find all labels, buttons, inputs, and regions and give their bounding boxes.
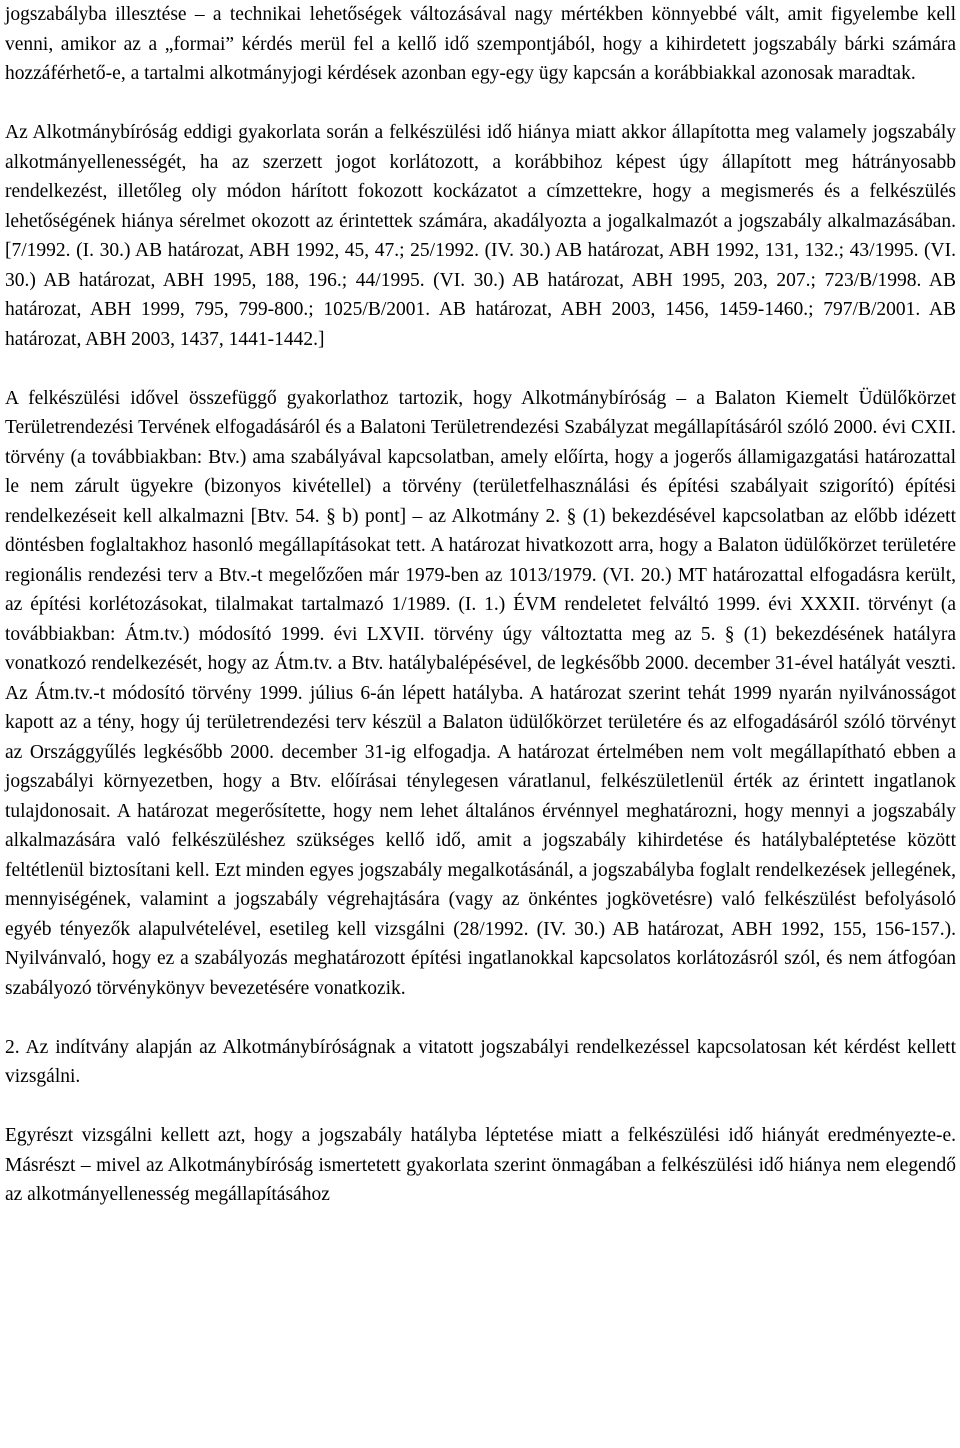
paragraph-spacer — [5, 1092, 956, 1122]
paragraph-spacer — [5, 1003, 956, 1033]
paragraph-continuation: jogszabályba illesztése – a technikai lehetőségek változásával nagy mértékben könnyebbé vált, amit figyelembe kell venni, amikor az a „formai” kérdés merül fel a kellő idő szempontjából, hogy a kihirdetett jogszabály bárki számára hozzáférhető-e, a tartalmi alkotmányjogi kérdések azonban egy-egy ügy kapcsán a korábbiakkal azonosak maradtak. — [5, 4, 956, 84]
paragraph-questions: Egyrészt vizsgálni kellett azt, hogy a jogszabály hatályba léptetése miatt a felkészülési idő hiányát eredményezte-e. Másrészt – mivel az Alkotmánybíróság ismertetett gyakorlata szerint önmagában a felkészülési idő hiánya nem elegendő az alkotmányellenesség megállapításához — [5, 1125, 956, 1205]
paragraph-precedents: Az Alkotmánybíróság eddigi gyakorlata során a felkészülési idő hiánya miatt akkor állapította meg valamely jogszabály alkotmányellenességét, ha az szerzett jogot korlátozott, a korábbihoz képest úgy állapított meg hátrányosabb rendelkezést, illetőleg oly módon hárított fokozott kockázatot a címzettekre, hogy a megismerés és a felkészülés lehetőségének hiánya sérelmet okozott az érintettek számára, akadályozta a jogalkalmazót a jogszabály alkalmazásában. [7/1992. (I. 30.) AB határozat, ABH 1992, 45, 47.; 25/1992. (IV. 30.) AB határozat, ABH 1992, 131, 132.; 43/1995. (VI. 30.) AB határozat, ABH 1995, 188, 196.; 44/1995. (VI. 30.) AB határozat, ABH 1995, 203, 207.; 723/B/1998. AB határozat, ABH 1999, 795, 799-800.; 1025/B/2001. AB határozat, ABH 2003, 1456, 1459-1460.; 797/B/2001. AB határozat, ABH 2003, 1437, 1441-1442.] — [5, 122, 956, 350]
paragraph-section-2: 2. Az indítvány alapján az Alkotmánybíróságnak a vitatott jogszabályi rendelkezéssel kapcsolatosan két kérdést kellett vizsgálni. — [5, 1036, 956, 1087]
document-page — [5, 0, 956, 1210]
paragraph-spacer — [5, 89, 956, 119]
paragraph-balaton-case: A felkészülési idővel összefüggő gyakorlathoz tartozik, hogy Alkotmánybíróság – a Balaton Kiemelt Üdülőkörzet Területrendezési Tervének elfogadásáról és a Balatoni Területrendezési Szabályzat megállapításáról szóló 2000. évi CXII. törvény (a továbbiakban: Btv.) ama szabályával kapcsolatban, amely előírta, hogy a jogerős államigazgatási határozattal le nem zárult ügyekre (bizonyos kivétellel) a törvény (területfelhasználási és építési szabályait szigorító) építési rendelkezéseit kell alkalmazni [Btv. 54. § b) pont] – az Alkotmány 2. § (1) bekezdésével kapcsolatban az előbb idézett döntésben foglaltakhoz hasonló megállapításokat tett. A határozat hivatkozott arra, hogy a Balaton üdülőkörzet területére regionális rendezési terv a Btv.-t megelőzően már 1979-ben az 1013/1979. (VI. 20.) MT határozattal elfogadásra került, az építési korlétozásokat, tilalmakat tartalmazó 1/1989. (I. 1.) ÉVM rendeletet felváltó 1999. évi XXXII. törvényt (a továbbiakban: Átm.tv.) módosító 1999. évi LXVII. törvény úgy változtatta meg az 5. § (1) bekezdésének hatályra vonatkozó rendelkezését, hogy az Átm.tv. a Btv. hatálybalépésével, de legkésőbb 2000. december 31-ével hatályát veszti. Az Átm.tv.-t módosító törvény 1999. július 6-án lépett hatályba. A határozat szerint tehát 1999 nyarán nyilvánosságot kapott az a tény, hogy új területrendezési terv készül a Balaton üdülőkörzet területére és az elfogadásáról szóló törvényt az Országgyűlés legkésőbb 2000. december 31-ig elfogadja. A határozat értelmében nem volt megállapítható ebben a jogszabályi környezetben, hogy a Btv. előírásai ténylegesen váratlanul, felkészületlenül érték az érintett ingatlanok tulajdonosait. A határozat megerősítette, hogy nem lehet általános érvénnyel meghatározni, hogy mennyi a jogszabály alkalmazására való felkészüléshez szükséges kellő idő, amit a jogszabály kihirdetése és hatálybaléptetése között feltétlenül biztosítani kell. Ezt minden egyes jogszabály megalkotásánál, a jogszabályba foglalt rendelkezések jellegének, mennyiségének, valamint a jogszabály végrehajtására (vagy az önkéntes jogkövetésre) való felkészülést befolyásoló egyéb tényezők alapulvételével, esetileg kell vizsgálni (28/1992. (IV. 30.) AB határozat, ABH 1992, 155, 156-157.). Nyilvánvaló, hogy ez a szabályozás meghatározott építési ingatlanokkal kapcsolatos korlátozásról szól, és nem átfogóan szabályozó törvénykönyv bevezetésére vonatkozik. — [5, 387, 956, 999]
paragraph-spacer — [5, 354, 956, 384]
